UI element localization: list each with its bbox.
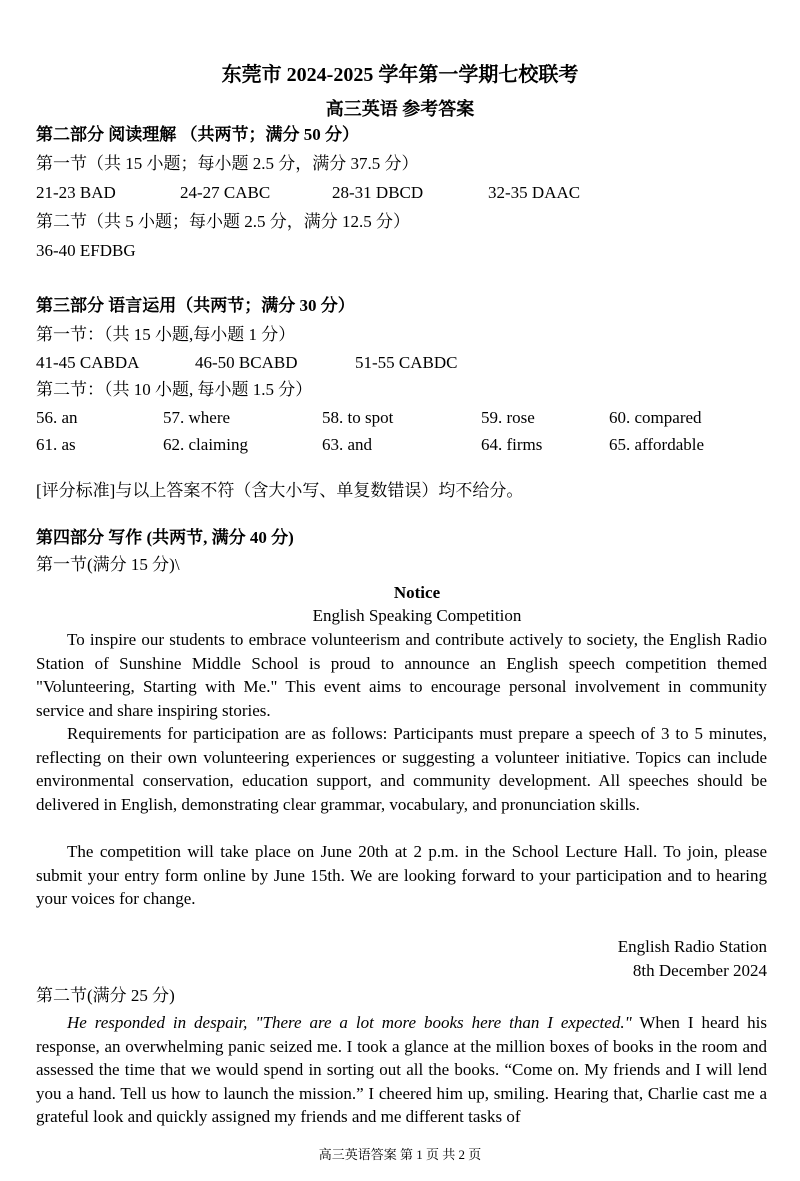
notice-subtitle: English Speaking Competition <box>312 606 522 625</box>
part4-sec1-heading: 第一节(满分 15 分)\ <box>36 555 180 574</box>
story-text: When I heard his response, an overwhelming panic seized me. I took a glance at the million boxes of books in the room and assessed the time that we would spend in sorting out all the books. “Come on. My friends and I will lend you a hand. Tell us how to launch the mission.” I cheered him up, smiling. Hearing that, Charlie cast me a grateful look and quickly assigned my friends and me different tasks of <box>36 1013 767 1126</box>
answer-item: 62. claiming <box>163 435 248 454</box>
notice-paragraph-1: To inspire our students to embrace volunteerism and contribute actively to society, the English Radio Station of Sunshine Middle School is proud to announce an English speech competition themed "Volunteering, Starting with Me." This event aims to encourage personal involvement in community service and share inspiring stories. <box>36 630 767 720</box>
part2-heading: 第二部分 阅读理解 （共两节；满分 50 分） <box>36 125 359 144</box>
answer-group: 24-27 CABC <box>180 183 271 202</box>
notice-paragraph-3: The competition will take place on June 20th at 2 p.m. in the School Lecture Hall. To join, please submit your entry form online by June 15th. We are looking forward to your participation and to hearing your voices for change. <box>36 842 767 908</box>
answer-item: 57. where <box>163 408 231 427</box>
answer-group: 21-23 BAD <box>36 183 116 202</box>
notice-paragraph-2: Requirements for participation are as follows: Participants must prepare a speech of 3 to 5 minutes, reflecting on their own volunteering experiences or suggesting a volunteer initiative. Topics can include environmental conservation, education support, and community development. All speeches should be delivered in English, demonstrating clear grammar, vocabulary, and pronunciation skills. <box>36 724 767 814</box>
answer-item: 64. firms <box>481 435 543 454</box>
part3-sec2-heading: 第二节：（共 10 小题, 每小题 1.5 分） <box>36 380 313 399</box>
part3-heading: 第三部分 语言运用（共两节；满分 30 分） <box>36 296 355 315</box>
page-footer: 高三英语答案 第 1 页 共 2 页 <box>318 1147 482 1162</box>
answer-item: 58. to spot <box>322 408 394 427</box>
notice-signature: English Radio Station <box>617 937 767 956</box>
answer-item: 63. and <box>322 435 373 454</box>
answer-item: 56. an <box>36 408 78 427</box>
scoring-note: [评分标准]与以上答案不符（含大小写、单复数错误）均不给分。 <box>36 481 524 500</box>
answer-group: 32-35 DAAC <box>488 183 581 202</box>
part3-sec1-heading: 第一节：（共 15 小题,每小题 1 分） <box>36 325 296 344</box>
exam-title: 东莞市 2024-2025 学年第一学期七校联考 <box>221 64 579 86</box>
story-continuation <box>36 1011 767 1129</box>
part2-sec2-answers: 36-40 EFDBG <box>36 241 136 260</box>
part2-sec1-heading: 第一节（共 15 小题；每小题 2.5 分，满分 37.5 分） <box>36 154 419 173</box>
answer-group: 28-31 DBCD <box>332 183 424 202</box>
part4-sec2-heading: 第二节(满分 25 分) <box>36 986 175 1005</box>
notice-date: 8th December 2024 <box>632 961 767 980</box>
answer-item: 60. compared <box>609 408 702 427</box>
part2-sec2-heading: 第二节（共 5 小题；每小题 2.5 分，满分 12.5 分） <box>36 212 410 231</box>
answer-group: 46-50 BCABD <box>195 353 298 372</box>
answer-group: 41-45 CABDA <box>36 353 140 372</box>
answer-item: 59. rose <box>481 408 535 427</box>
part4-heading: 第四部分 写作 (共两节, 满分 40 分) <box>36 528 294 547</box>
story-lead-sentence: He responded in despair, "There are a lot more books here than I expected." <box>67 1013 632 1032</box>
exam-subtitle: 高三英语 参考答案 <box>325 99 475 119</box>
answer-group: 51-55 CABDC <box>355 353 458 372</box>
answer-item: 65. affordable <box>609 435 705 454</box>
answer-item: 61. as <box>36 435 76 454</box>
notice-title: Notice <box>393 583 441 602</box>
